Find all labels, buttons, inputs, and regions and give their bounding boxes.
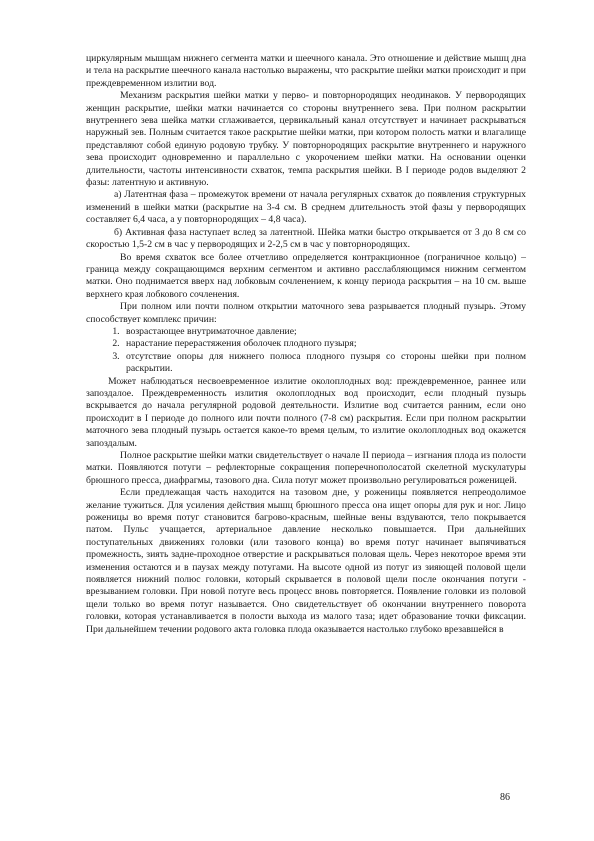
list-item: 1. возрастающее внутриматочное давление; <box>122 326 526 338</box>
paragraph-second-period: Полное раскрытие шейки матки свидетельствует о начале II периода – изгнания плода из полости матки. Появляются потуги – рефлекторные сокращения поперечнополосатой скелетной мускулатуры брюшного пресса, диафрагмы, тазового дна. Сила потуг может произвольно регулироваться роженицей. <box>86 450 526 486</box>
list-item: 2. нарастание перерастяжения оболочек плодного пузыря; <box>122 338 526 350</box>
paragraph-active-phase: б) Активная фаза наступает вслед за латентной. Шейка матки быстро открывается от 3 до 8 см со скоростью 1,5-2 см в час у первородящих и 2-2,5 см в час у повторнородящих. <box>86 226 526 251</box>
paragraph-latent-phase: а) Латентная фаза – промежуток времени от начала регулярных схваток до появления структурных изменений в шейки матки (раскрытие на 3-4 см. В среднем длительность этой фазы у первородящих составляет 6,4 часа, а у повторнородящих – 4,8 часа). <box>86 189 526 226</box>
list-item: 3. отсутствие опоры для нижнего полюса плодного пузыря со стороны шейки при полном раскрытии. <box>122 351 526 376</box>
paragraph-intro: циркулярным мышцам нижнего сегмента матки и шеечного канала. Это отношение и действие мышц дна и тела на раскрытие шеечного канала настолько выражены, что раскрытие шейки матки происходит и при преждевременном излитии вод. <box>86 53 526 89</box>
paragraph-untimely-rupture: Может наблюдаться несвоевременное излитие околоплодных вод: преждевременное, раннее или запоздалое. Преждевременность излития околоплодных вод происходит, если плодный пузырь вскрывается до начала регулярной родовой деятельности. Излитие вод считается ранним, если оно происходит в I периоде до полного или почти полного (7-8 см) раскрытия. Если при полном раскрытии маточного зева плодный пузырь остается какое-то время целым, то излитие околоплодных вод окажется запоздалым. <box>86 375 526 449</box>
page-body <box>86 53 526 636</box>
paragraph-contraction-ring: Во время схваток все более отчетливо определяется контракционное (пограничное кольцо) – граница между сокращающимся верхним сегментом и активно расслабляющимся нижним сегментом матки. Оно поднимается вверх над лобковым сочленением, к концу периода раскрытия – на 10 см. выше верхнего края лобкового сочленения. <box>86 251 526 300</box>
paragraph-membrane-rupture: При полном или почти полном открытии маточного зева разрывается плодный пузырь. Этому способствует комплекс причин: <box>86 301 526 325</box>
paragraph-pushing: Если предлежащая часть находится на тазовом дне, у роженицы появляется непреодолимое желание тужиться. Для усиления действия мышц брюшного пресса она ищет опоры для рук и ног. Лицо роженицы во время потуг становится багрово-красным, шейные вены вздуваются, тело покрывается патом. Пульс учащается, артериальное давление несколько повышается. При дальнейших поступательных движениях головки (или тазового конца) во время потуг начинает выпячиваться промежность, зиять задне-проходное отверстие и раскрываться половая щель. Через некоторое время эти изменения остаются и в паузах между потугами. На высоте одной из потуг из зияющей половой щели появляется нижний полюс головки, который скрывается в половой щели после окончания потуги - врезыванием головки. При новой потуге весь процесс вновь повторяется. Появление головки из половой щели только во время потуг называется. Оно свидетельствует об окончании внутреннего поворота головки, которая устанавливается в полости выхода из малого таза; идет образование точки фиксации. При дальнейшем течении родового акта головка плода оказывается настолько глубоко врезавшейся в <box>86 487 526 635</box>
causes-list <box>86 326 526 376</box>
paragraph-mechanism: Механизм раскрытия шейки матки у перво- и повторнородящих неодинаков. У первородящих женщин раскрытие, шейки матки начинается со стороны внутреннего зева. При полном раскрытии внутреннего зева шейка матки сглаживается, цервикальный канал отсутствует и начинает раскрываться наружный зев. Полным считается такое раскрытие шейки матки, при котором полость матки и влагалище представляют собой единую родовую трубку. У повторнородящих раскрытие внутреннего и наружного зева происходит одновременно и параллельно с укорочением шейки матки. На основании оценки длительности, частоты интенсивности схваток, темпа раскрытия шейки. В I периоде родов выделяют 2 фазы: латентную и активную. <box>86 90 526 189</box>
page-number: 86 <box>500 792 510 803</box>
